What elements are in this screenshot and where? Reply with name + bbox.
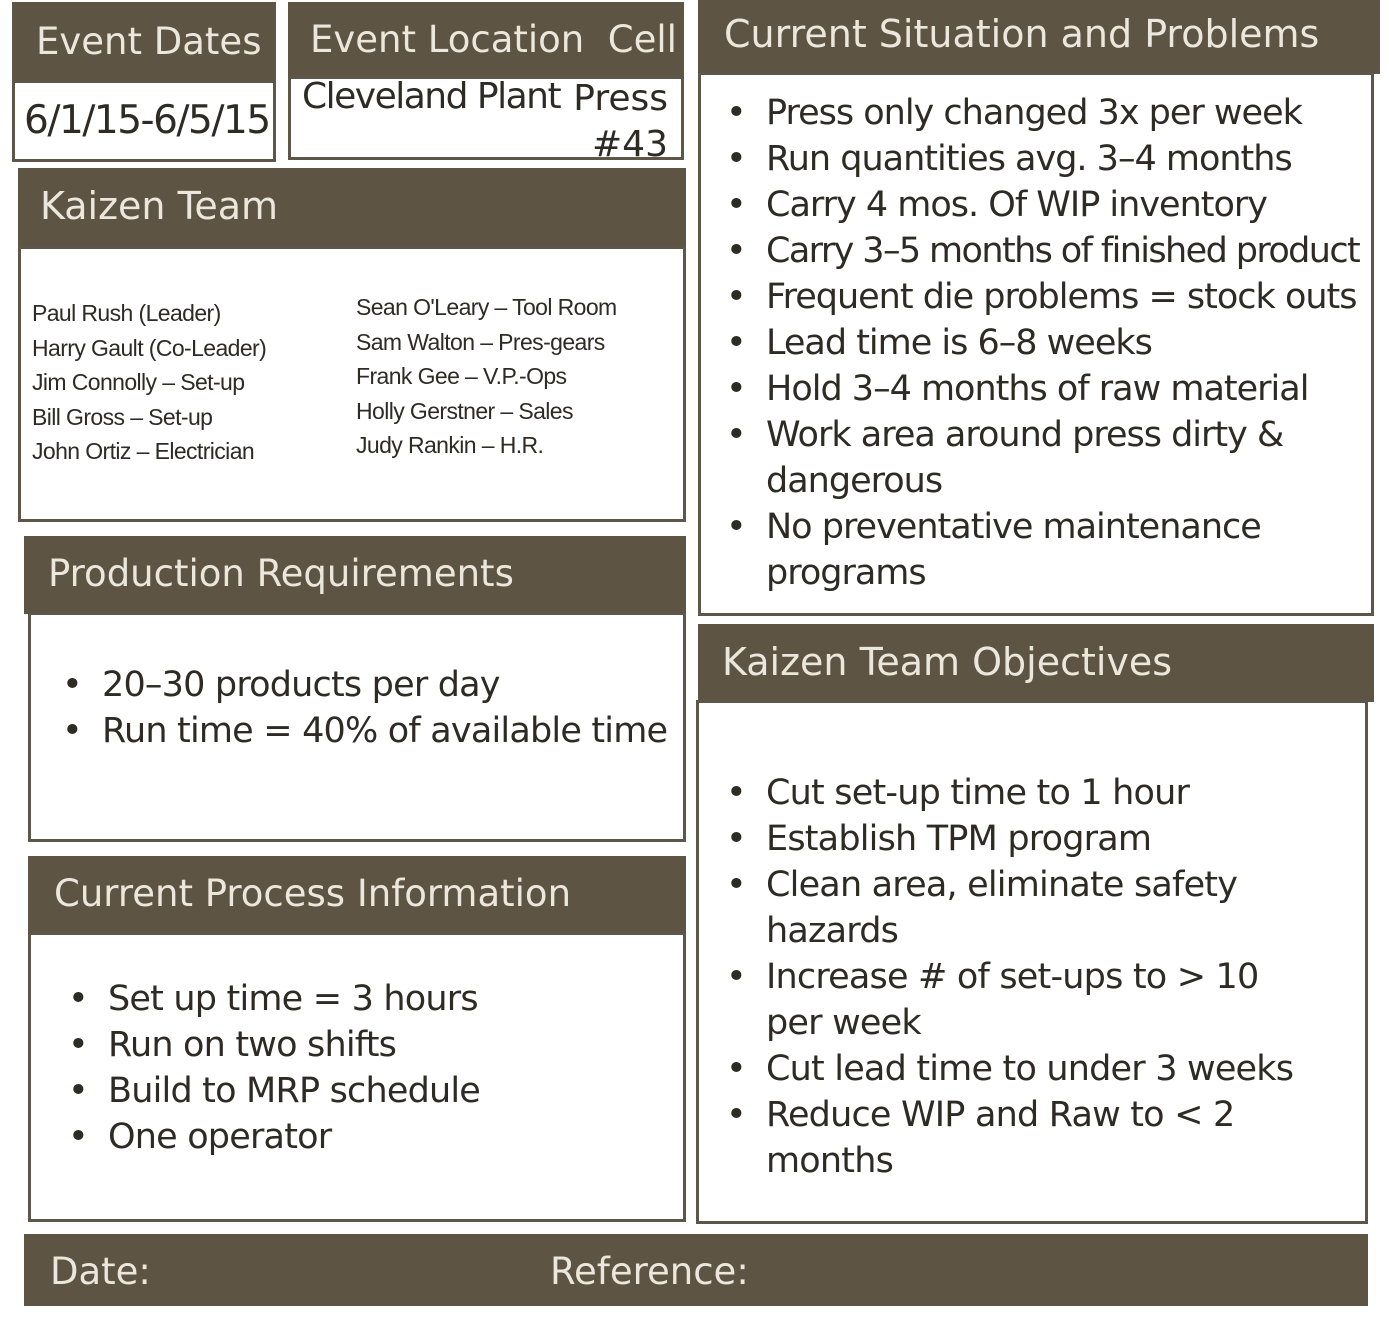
list-item: • One operator — [64, 1114, 664, 1160]
team-member: Harry Gault (Co-Leader) — [32, 334, 267, 361]
current-situation-header — [698, 0, 1380, 74]
list-item: • Carry 4 mos. Of WIP inventory — [722, 182, 1372, 228]
kaizen-team-heading: Kaizen Team — [40, 184, 279, 228]
list-item: • Carry 3–5 months of finished product — [722, 228, 1372, 274]
list-item: • Run quantities avg. 3–4 months — [722, 136, 1372, 182]
team-member: Paul Rush (Leader) — [32, 300, 221, 326]
current-situation-list — [722, 90, 1372, 596]
production-requirements-header — [24, 536, 686, 614]
event-location-header — [288, 2, 684, 78]
current-process-list — [64, 976, 664, 1160]
team-member: Bill Gross – Set-up — [32, 403, 213, 430]
list-item: • Work area around press dirty & dangerous — [722, 412, 1326, 504]
list-item: • Cut set-up time to 1 hour — [722, 770, 1322, 816]
event-dates-header — [12, 2, 276, 82]
kaizen-team-right-column — [356, 290, 617, 463]
production-requirements-list — [58, 662, 678, 754]
list-item: • Build to MRP schedule — [64, 1068, 664, 1114]
event-location-cell: Press #43 — [573, 78, 668, 165]
objectives-header — [698, 624, 1374, 702]
list-item: • Cut lead time to under 3 weeks — [722, 1046, 1322, 1092]
list-item: • Run on two shifts — [64, 1022, 664, 1068]
current-process-heading: Current Process Information — [54, 872, 572, 915]
list-item: • Frequent die problems = stock outs — [722, 274, 1372, 320]
event-dates-value: 6/1/15-6/5/15 — [24, 98, 270, 143]
list-item: • Establish TPM program — [722, 816, 1322, 862]
team-member: Holly Gerstner – Sales — [356, 397, 573, 424]
team-member: Jim Connolly – Set-up — [32, 369, 245, 395]
list-item: • Reduce WIP and Raw to < 2 months — [722, 1092, 1266, 1184]
current-process-header — [28, 856, 686, 934]
list-item: • Clean area, eliminate safety hazards — [722, 862, 1266, 954]
event-location-place: Cleveland Plant — [302, 76, 561, 117]
list-item: • Hold 3–4 months of raw material — [722, 366, 1372, 412]
objectives-heading: Kaizen Team Objectives — [722, 640, 1173, 684]
event-dates-heading: Event Dates — [36, 20, 262, 63]
event-location-heading: Event Location Cell — [310, 18, 677, 61]
list-item: • Press only changed 3x per week — [722, 90, 1372, 136]
list-item: • Run time = 40% of available time — [58, 708, 678, 754]
team-member: John Ortiz – Electrician — [32, 438, 255, 464]
list-item: • Lead time is 6–8 weeks — [722, 320, 1372, 366]
current-situation-heading: Current Situation and Problems — [724, 12, 1320, 56]
list-item: • Set up time = 3 hours — [64, 976, 664, 1022]
footer-date-label: Date: — [50, 1250, 151, 1293]
footer-reference-label: Reference: — [550, 1250, 749, 1293]
list-item: • No preventative maintenance programs — [722, 504, 1326, 596]
list-item: • Increase # of set-ups to > 10 per week — [722, 954, 1322, 1046]
objectives-list — [722, 770, 1322, 1184]
footer-bar — [24, 1234, 1368, 1306]
list-item: • 20–30 products per day — [58, 662, 678, 708]
team-member: Judy Rankin – H.R. — [356, 432, 544, 458]
kaizen-team-left-column — [32, 296, 266, 469]
production-requirements-heading: Production Requirements — [48, 552, 514, 595]
team-member: Frank Gee – V.P.-Ops — [356, 363, 567, 389]
team-member: Sean O'Leary – Tool Room — [356, 294, 617, 320]
team-member: Sam Walton – Pres-gears — [356, 328, 605, 355]
kaizen-team-header — [18, 168, 686, 248]
